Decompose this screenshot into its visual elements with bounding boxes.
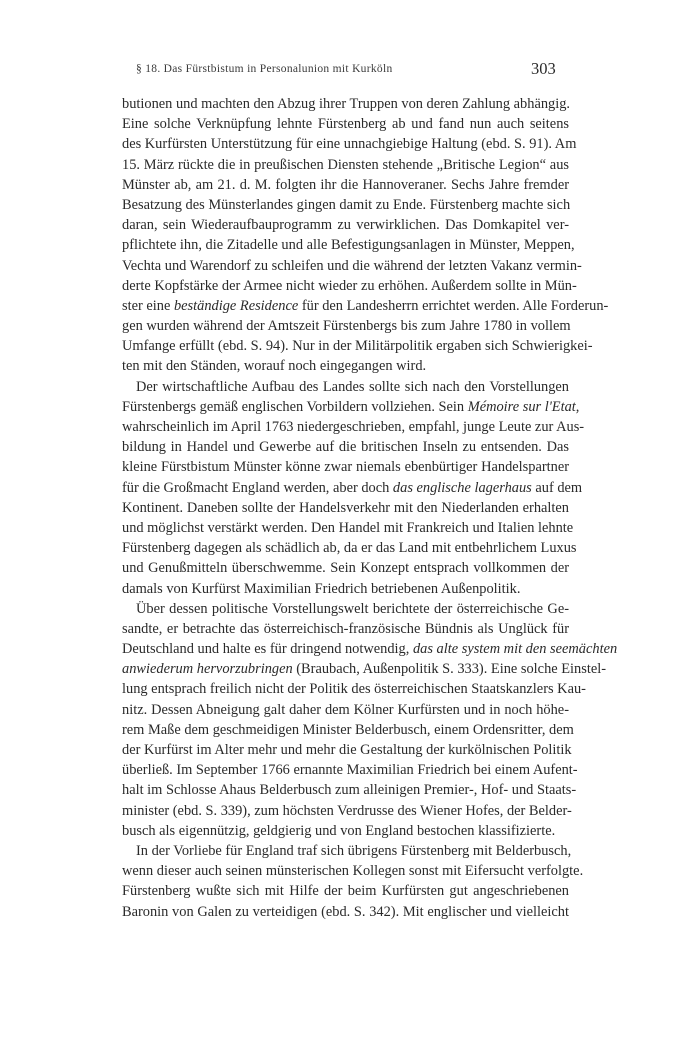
- text-line: [122, 579, 569, 599]
- text-segment: busch als eigennützig, geldgierig und von England bestochen klassifizierte.: [122, 822, 556, 839]
- italic-text: das englische lagerhaus: [392, 479, 532, 496]
- text-segment: (Braubach, Außenpolitik S. 333). Eine solche Einstel-: [292, 661, 607, 678]
- text-line: [122, 356, 569, 376]
- text-segment: wahrscheinlich im April 1763 niedergeschrieben, empfahl, junge Leute zur Aus-: [122, 419, 585, 435]
- text-line: [122, 155, 569, 175]
- page-number: 303: [531, 59, 556, 78]
- text-segment: kleine Fürstbistum Münster könne zwar niemals ebenbürtiger Handelspartner: [122, 459, 569, 476]
- body-text: [122, 94, 618, 922]
- text-segment: Über dessen politische Vorstellungswelt berichtete der österreichische Ge-: [136, 600, 569, 617]
- text-segment: damals von Kurfürst Maximilian Friedrich betriebenen Außenpolitik.: [122, 580, 521, 597]
- text-line: [122, 134, 577, 154]
- text-line: [122, 94, 569, 114]
- italic-text: anwiederum hervorzubringen: [122, 661, 293, 678]
- text-segment: für die Großmacht England werden, aber doch: [122, 479, 393, 496]
- text-segment: halt im Schlosse Ahaus Belderbusch zum alleinigen Premier-, Hof- und Staats-: [122, 782, 577, 799]
- running-head: [0, 60, 700, 84]
- text-line: [122, 700, 569, 720]
- text-line: [122, 538, 577, 558]
- text-line: [122, 256, 582, 276]
- text-line: [122, 659, 607, 679]
- text-segment: rem Maße dem geschmeidigen Minister Belderbusch, einem Ordensritter, dem: [122, 721, 574, 738]
- text-segment: minister (ebd. S. 339), zum höchsten Verdrusse des Wiener Hofes, der Belder-: [122, 802, 572, 819]
- text-line: [122, 841, 572, 861]
- text-line: [122, 377, 569, 397]
- text-segment: Fürstenbergs gemäß englischen Vorbildern vollziehen. Sein: [122, 398, 468, 415]
- text-segment: 15. März rückte die in preußischen Diensten stehende „Britische Legion“ aus: [122, 156, 569, 173]
- text-line: [122, 619, 569, 639]
- text-segment: Deutschland und halte es für dringend notwendig,: [122, 641, 413, 658]
- text-line: [122, 881, 569, 901]
- text-segment: butionen und machten den Abzug ihrer Truppen von deren Zahlung abhängig.: [122, 96, 571, 112]
- text-line: [122, 740, 572, 760]
- text-segment: Baronin von Galen zu verteidigen (ebd. S. 342). Mit englischer und vielleicht: [122, 903, 569, 920]
- text-segment: Eine solche Verknüpfung lehnte Fürstenberg ab und fand nun auch seitens: [122, 116, 569, 133]
- text-segment: auf dem: [531, 479, 583, 496]
- running-title: § 18. Das Fürstbistum in Personalunion mit Kurköln: [136, 63, 393, 75]
- text-segment: Münster ab, am 21. d. M. folgten ihr die Hannoveraner. Sechs Jahre fremder: [122, 176, 569, 193]
- text-line: [122, 679, 586, 699]
- text-segment: pflichtete ihn, die Zitadelle und alle Befestigungsanlagen in Münster, Meppen,: [122, 237, 575, 254]
- text-line: [122, 599, 569, 619]
- text-segment: Umfange erfüllt (ebd. S. 94). Nur in der Militärpolitik ergaben sich Schwierigkei-: [122, 338, 593, 355]
- text-line: [122, 518, 574, 538]
- text-segment: ten mit den Ständen, worauf noch eingegangen wird.: [122, 358, 427, 375]
- italic-text: das alte system mit den seemächten: [412, 641, 618, 658]
- text-line: [122, 437, 569, 457]
- text-segment: bildung in Handel und Gewerbe auf die britischen Inseln zu entsenden. Das: [122, 439, 569, 456]
- text-segment: ster eine: [122, 297, 174, 314]
- italic-text: Mémoire sur l'Etat,: [467, 398, 580, 415]
- text-segment: daran, sein Wiederaufbauprogramm zu verwirklichen. Das Domkapitel ver-: [122, 217, 569, 234]
- text-segment: Vechta und Warendorf zu schleifen und die während der letzten Vakanz vermin-: [122, 257, 582, 274]
- text-line: [122, 417, 585, 437]
- text-line: [122, 780, 577, 800]
- text-segment: nitz. Dessen Abneigung galt daher dem Kölner Kurfürsten und in noch höhe-: [122, 701, 569, 718]
- text-segment: Kontinent. Daneben sollte der Handelsverkehr mit den Niederlanden erhalten: [122, 499, 569, 516]
- text-line: [122, 175, 569, 195]
- text-line: [122, 478, 583, 498]
- text-segment: In der Vorliebe für England traf sich übrigens Fürstenberg mit Belderbusch,: [136, 842, 572, 859]
- text-line: [122, 760, 578, 780]
- text-line: [122, 821, 569, 841]
- text-segment: der Kurfürst im Alter mehr und mehr die Gestaltung der kurkölnischen Politik: [122, 742, 572, 758]
- text-segment: Fürstenberg wußte sich mit Hilfe der beim Kurfürsten gut angeschriebenen: [122, 883, 569, 900]
- text-line: [122, 195, 569, 215]
- text-line: [122, 558, 569, 578]
- text-line: [122, 861, 584, 881]
- text-segment: derte Kopfstärke der Armee nicht wieder zu erhöhen. Außerdem sollte in Mün-: [122, 277, 577, 294]
- text-segment: lung entsprach freilich nicht der Politik des österreichischen Staatskanzlers Kau-: [122, 681, 586, 698]
- text-line: [122, 296, 609, 316]
- text-line: [122, 498, 569, 518]
- text-line: [122, 276, 577, 296]
- text-segment: wenn dieser auch seinen münsterischen Kollegen sonst mit Eifersucht verfolgte.: [122, 863, 584, 880]
- text-segment: für den Landesherrn errichtet werden. Alle Forderun-: [298, 297, 609, 314]
- text-line: [122, 639, 618, 659]
- text-line: [122, 457, 569, 477]
- italic-text: beständige Residence: [173, 297, 299, 314]
- text-segment: des Kurfürsten Unterstützung für eine unnachgiebige Haltung (ebd. S. 91). Am: [122, 136, 577, 153]
- text-line: [122, 397, 580, 417]
- text-line: [122, 801, 572, 821]
- text-line: [122, 902, 569, 922]
- text-segment: Fürstenberg dagegen als schädlich ab, da er das Land mit entbehrlichem Luxus: [122, 540, 577, 557]
- text-line: [122, 336, 593, 356]
- text-segment: Besatzung des Münsterlandes gingen damit zu Ende. Fürstenberg machte sich: [122, 196, 571, 213]
- text-line: [122, 215, 569, 235]
- text-segment: und möglichst verstärkt werden. Den Handel mit Frankreich und Italien lehnte: [122, 519, 574, 536]
- text-line: [122, 235, 575, 255]
- text-segment: Der wirtschaftliche Aufbau des Landes sollte sich nach den Vorstellungen: [136, 378, 569, 395]
- text-line: [122, 316, 569, 336]
- text-line: [122, 114, 569, 134]
- text-line: [122, 720, 574, 740]
- text-segment: überließ. Im September 1766 ernannte Maximilian Friedrich bei einem Aufent-: [122, 762, 578, 779]
- text-segment: gen wurden während der Amtszeit Fürstenbergs bis zum Jahre 1780 in vollem: [122, 318, 571, 335]
- text-segment: sandte, er betrachte das österreichisch-französische Bündnis als Unglück für: [122, 620, 569, 637]
- text-segment: und Genußmitteln überschwemme. Sein Konzept entsprach vollkommen der: [122, 560, 569, 577]
